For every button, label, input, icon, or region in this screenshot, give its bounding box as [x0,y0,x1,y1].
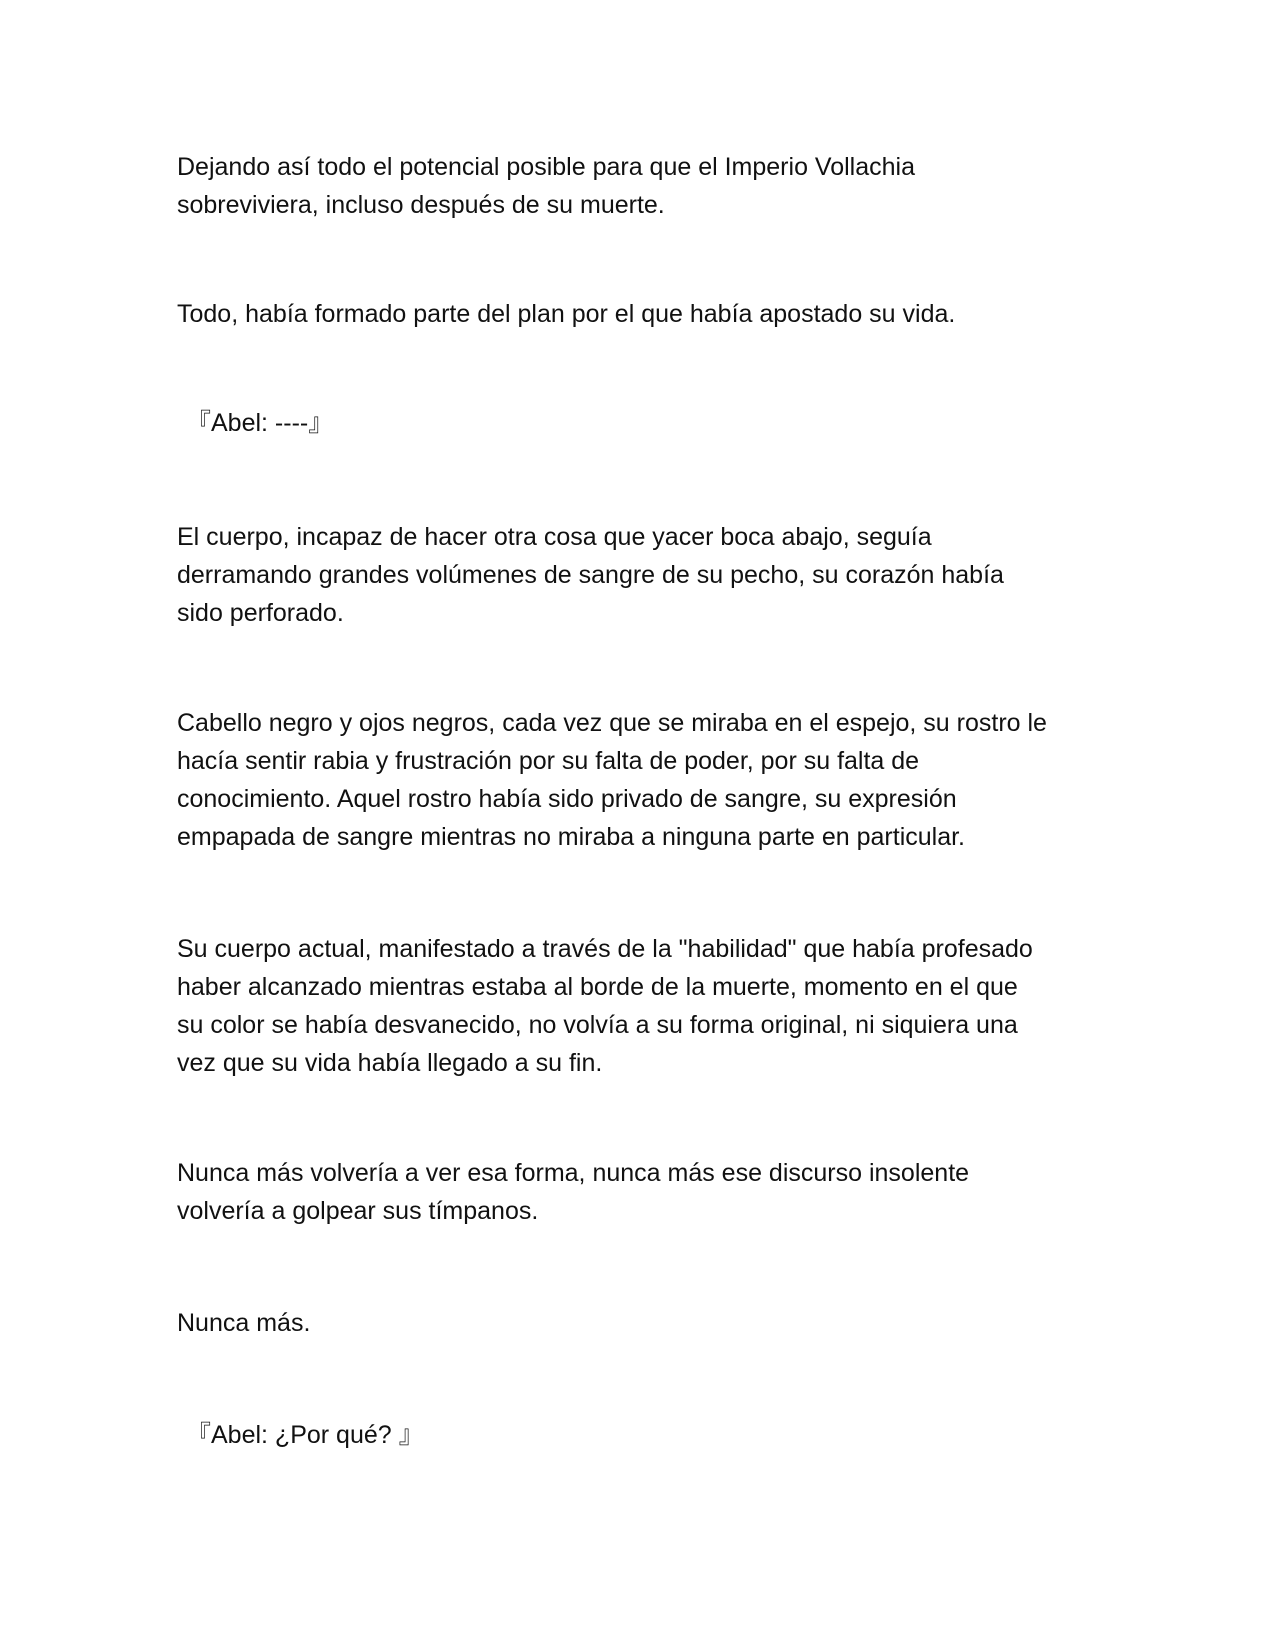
paragraph-line: Nunca más volvería a ver esa forma, nunca más ese discurso insolente [177,1159,970,1187]
paragraph-line: Todo, había formado parte del plan por el que había apostado su vida. [177,300,956,328]
paragraph-line: El cuerpo, incapaz de hacer otra cosa que yacer boca abajo, seguía [177,523,932,551]
paragraph-1 [177,148,1117,224]
dialogue-abel-1 [186,404,1126,442]
paragraph-2 [177,295,1117,333]
paragraph-line: Dejando así todo el potencial posible para que el Imperio Vollachia [177,153,915,181]
paragraph-6 [177,1154,1117,1230]
paragraph-line: Cabello negro y ojos negros, cada vez que se miraba en el espejo, su rostro le [177,709,1047,737]
paragraph-line: volvería a golpear sus tímpanos. [177,1197,539,1225]
paragraph-5 [177,930,1117,1082]
paragraph-line: haber alcanzado mientras estaba al borde de la muerte, momento en el que [177,973,1018,1001]
dialogue-line: 『Abel: ¿Por qué? 』 [186,1421,424,1449]
paragraph-4 [177,704,1117,856]
paragraph-line: sobreviviera, incluso después de su muerte. [177,191,665,219]
dialogue-abel-2 [186,1416,1126,1454]
paragraph-7 [177,1304,1117,1342]
paragraph-3 [177,518,1117,632]
paragraph-line: derramando grandes volúmenes de sangre de su pecho, su corazón había [177,561,1004,589]
paragraph-line: Su cuerpo actual, manifestado a través de la "habilidad" que había profesado [177,935,1033,963]
paragraph-line: su color se había desvanecido, no volvía a su forma original, ni siquiera una [177,1011,1018,1039]
paragraph-line: Nunca más. [177,1309,311,1337]
paragraph-line: hacía sentir rabia y frustración por su falta de poder, por su falta de [177,747,920,775]
paragraph-line: conocimiento. Aquel rostro había sido privado de sangre, su expresión [177,785,957,813]
paragraph-line: sido perforado. [177,599,344,627]
paragraph-line: vez que su vida había llegado a su fin. [177,1049,603,1077]
paragraph-line: empapada de sangre mientras no miraba a ninguna parte en particular. [177,823,966,851]
dialogue-line: 『Abel: ----』 [186,409,334,437]
